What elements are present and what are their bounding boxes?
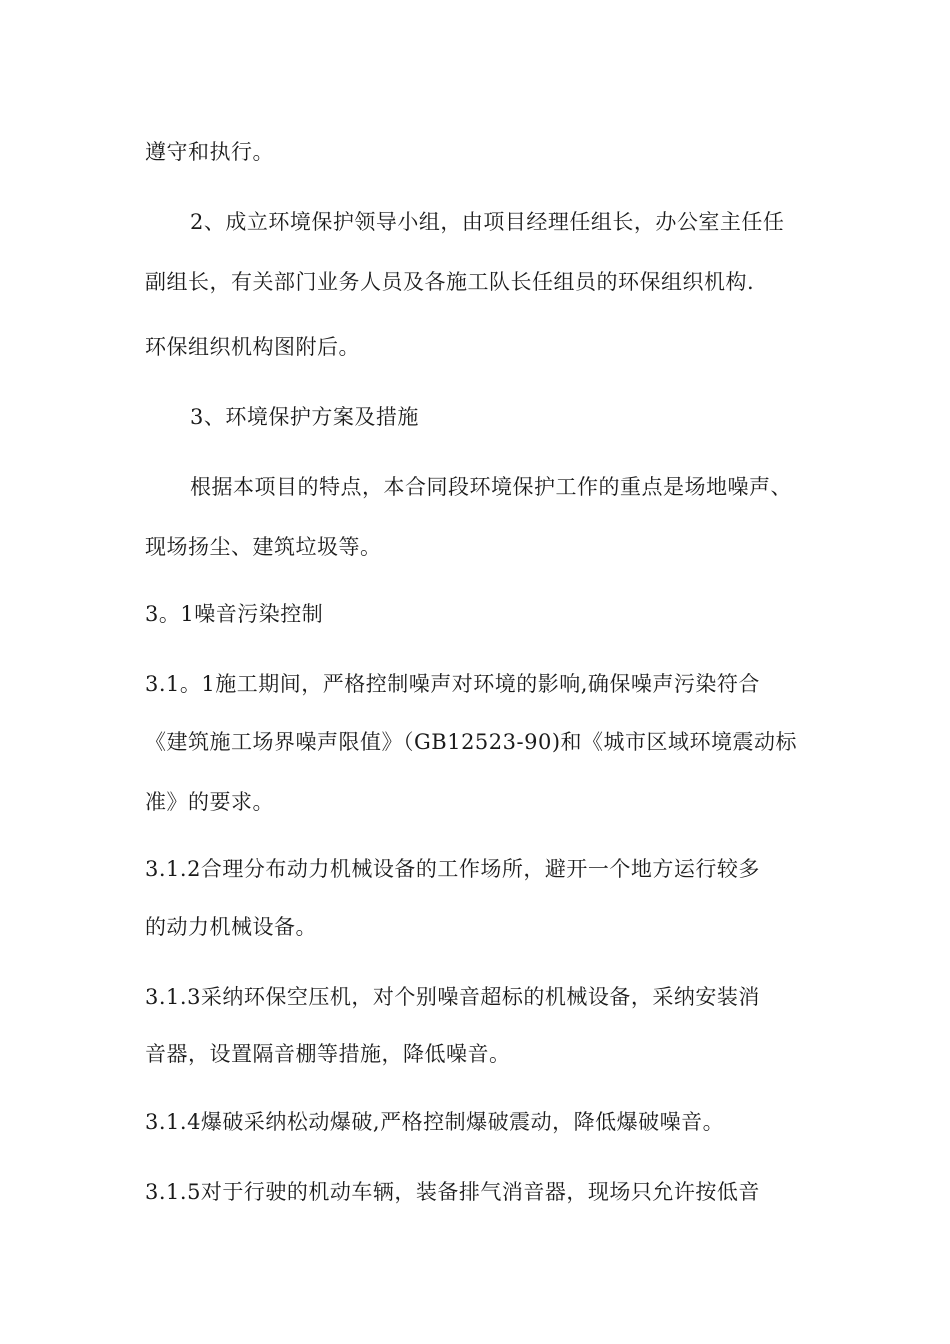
text-line: 3。1噪音污染控制 bbox=[145, 602, 324, 626]
text-line: 的动力机械设备。 bbox=[145, 915, 317, 939]
text-line: 3.1.2合理分布动力机械设备的工作场所，避开一个地方运行较多 bbox=[145, 857, 760, 881]
text-line: 《建筑施工场界噪声限值》（GB12523-90)和《城市区域环境震动标 bbox=[145, 730, 798, 754]
text-line: 2、成立环境保护领导小组，由项目经理任组长，办公室主任任 bbox=[190, 210, 785, 234]
text-line: 现场扬尘、建筑垃圾等。 bbox=[145, 535, 382, 559]
text-line: 3、环境保护方案及措施 bbox=[190, 405, 419, 429]
text-line: 音器，设置隔音棚等措施，降低噪音。 bbox=[145, 1042, 511, 1066]
text-line: 环保组织机构图附后。 bbox=[145, 335, 360, 359]
text-line: 根据本项目的特点，本合同段环境保护工作的重点是场地噪声、 bbox=[190, 475, 792, 499]
text-line: 遵守和执行。 bbox=[145, 140, 274, 164]
text-line: 3.1.5对于行驶的机动车辆，装备排气消音器，现场只允许按低音 bbox=[145, 1180, 760, 1204]
text-line: 3.1。1施工期间，严格控制噪声对环境的影响,确保噪声污染符合 bbox=[145, 672, 760, 696]
text-line: 准》的要求。 bbox=[145, 790, 274, 814]
text-line: 副组长，有关部门业务人员及各施工队长任组员的环保组织机构. bbox=[145, 270, 755, 294]
text-line: 3.1.4爆破采纳松动爆破,严格控制爆破震动，降低爆破噪音。 bbox=[145, 1110, 725, 1134]
text-line: 3.1.3采纳环保空压机，对个别噪音超标的机械设备，采纳安装消 bbox=[145, 985, 760, 1009]
